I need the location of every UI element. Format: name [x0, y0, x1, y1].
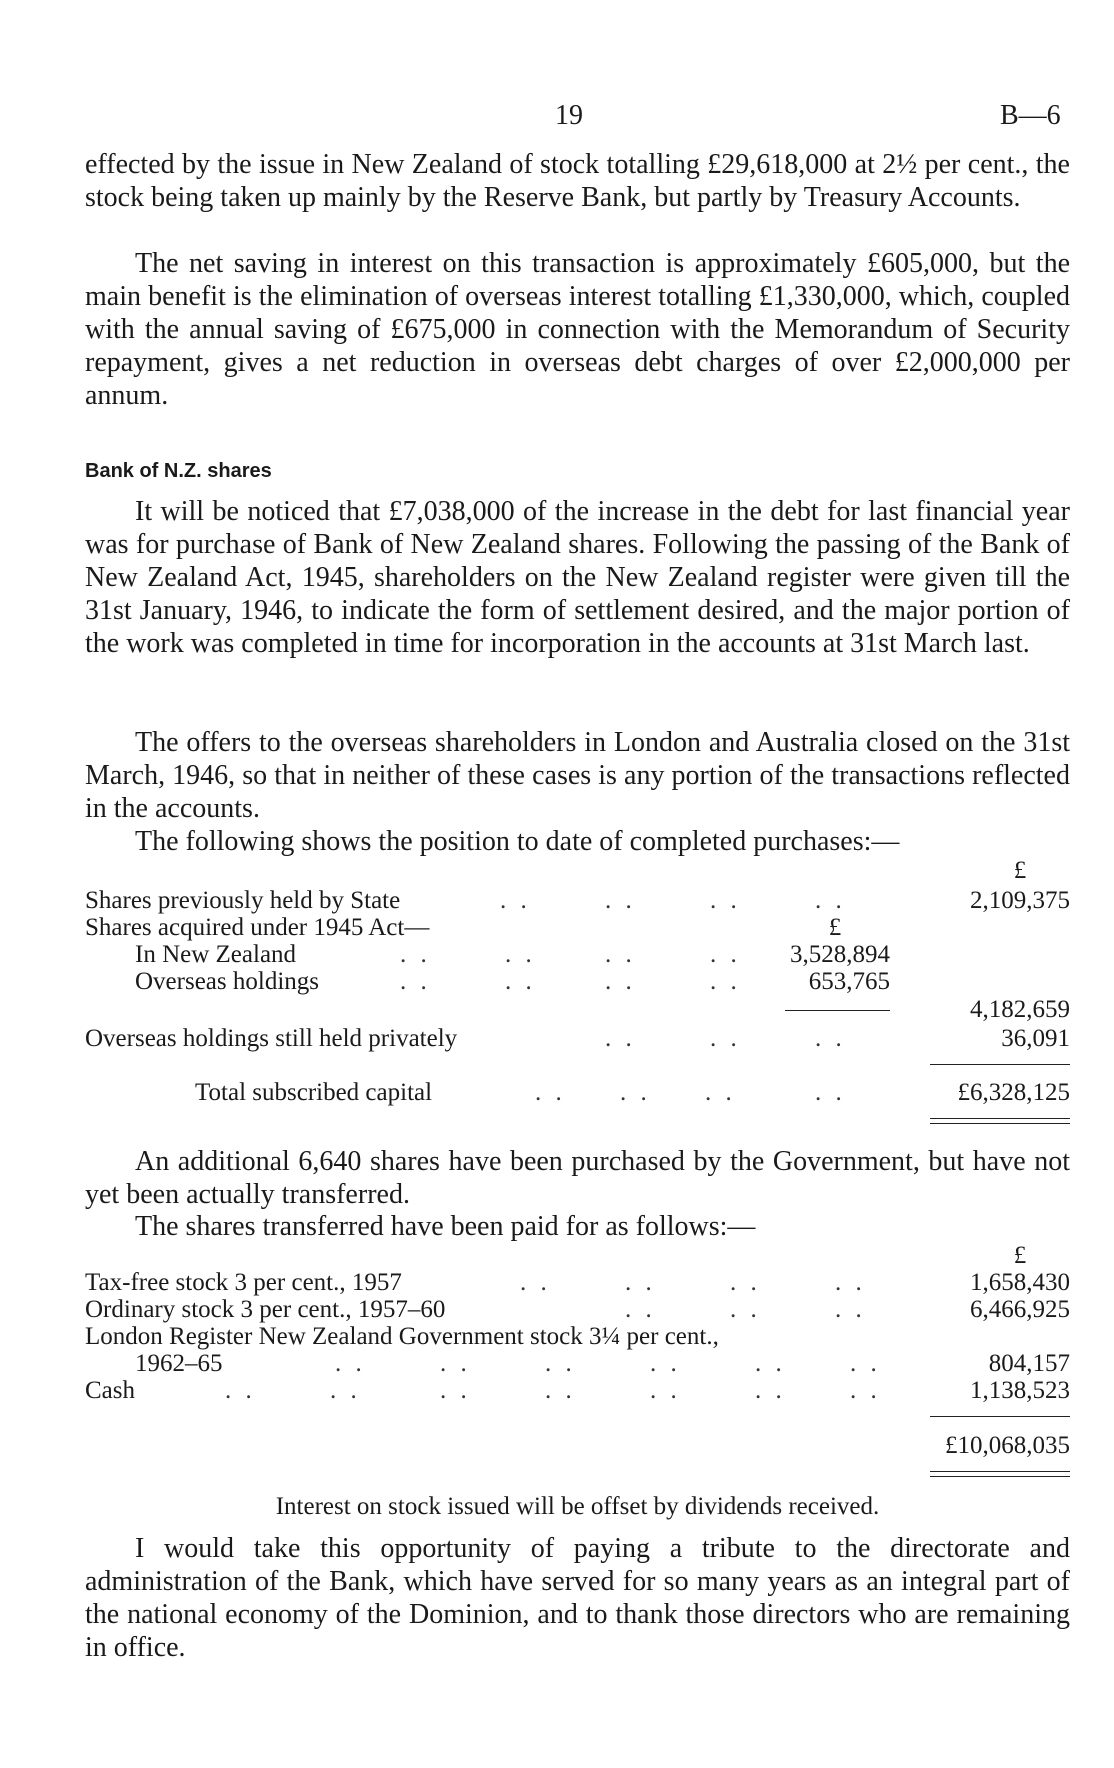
leader-dots: . . — [710, 941, 741, 968]
leader-dots: . . — [710, 887, 741, 914]
currency-header: £ — [1013, 857, 1027, 884]
paragraph-7: The shares transferred have been paid for as follows:— — [135, 1211, 756, 1242]
leader-dots: . . — [545, 1377, 576, 1404]
table-row-label: Shares acquired under 1945 Act— — [85, 914, 430, 941]
leader-dots: . . — [625, 1269, 656, 1296]
leader-dots: . . — [535, 1079, 566, 1106]
leader-dots: . . — [755, 1350, 786, 1377]
paragraph-5: The following shows the position to date of completed purchases:— — [135, 826, 900, 857]
leader-dots: . . — [815, 1025, 846, 1052]
total-double-rule — [930, 1471, 1070, 1477]
paragraph-3: It will be noticed that £7,038,000 of the increase in the debt for last financial year was for purchase of Bank of New Zealand shares. Following the passing of the Bank of New Zealand Act, 1945, shareholders on the New Zealand register were given till the 31st January, 1946, to indicate the form of settlement desired, and the major portion of the work was completed in time for incorporation in the accounts at 31st March last. — [85, 496, 1070, 659]
leader-dots: . . — [835, 1296, 866, 1323]
leader-dots: . . — [500, 887, 531, 914]
table-row-label: 1962–65 — [135, 1350, 223, 1377]
table-row-label: Overseas holdings — [135, 968, 319, 995]
leader-dots: . . — [440, 1377, 471, 1404]
leader-dots: . . — [400, 968, 431, 995]
table-row-value: 36,091 — [1001, 1025, 1070, 1052]
currency-subheader: £ — [828, 914, 842, 941]
table-row-label: In New Zealand — [135, 941, 297, 968]
leader-dots: . . — [755, 1377, 786, 1404]
leader-dots: . . — [605, 887, 636, 914]
leader-dots: . . — [605, 1025, 636, 1052]
table-row-value: 6,466,925 — [970, 1296, 1070, 1323]
leader-dots: . . — [440, 1350, 471, 1377]
table-row-label: Cash — [85, 1377, 135, 1404]
paragraph-6: An additional 6,640 shares have been purchased by the Government, but have not yet been actually transferred. — [85, 1146, 1070, 1210]
leader-dots: . . — [730, 1296, 761, 1323]
leader-dots: . . — [605, 968, 636, 995]
leader-dots: . . — [850, 1350, 881, 1377]
paragraph-9: I would take this opportunity of paying a tribute to the directorate and administration of the Bank, which have served for so many years as an integral part of the national economy of the Dominion, and to thank those directors who are remaining in office. — [85, 1533, 1070, 1663]
table-row-value: 2,109,375 — [970, 887, 1070, 914]
leader-dots: . . — [335, 1350, 366, 1377]
interest-note: Interest on stock issued will be offset by dividends received. — [275, 1493, 880, 1520]
table-row-value: 653,765 — [808, 968, 890, 995]
table-row-label: Shares previously held by State — [85, 887, 401, 914]
leader-dots: . . — [650, 1377, 681, 1404]
table-row-value: 804,157 — [988, 1350, 1070, 1377]
leader-dots: . . — [710, 968, 741, 995]
leader-dots: . . — [850, 1377, 881, 1404]
page-number: 19 — [555, 100, 583, 131]
subtotal-rule — [785, 1010, 890, 1011]
table-row-label: Overseas holdings still held privately — [85, 1025, 458, 1052]
leader-dots: . . — [545, 1350, 576, 1377]
leader-dots: . . — [520, 1269, 551, 1296]
paragraph-1: effected by the issue in New Zealand of stock totalling £29,618,000 at 2½ per cent., the stock being taken up mainly by the Reserve Bank, but partly by Treasury Accounts. — [85, 149, 1070, 213]
table-row-label: London Register New Zealand Government stock 3¼ per cent., — [85, 1323, 719, 1350]
section-heading: Bank of N.Z. shares — [85, 460, 272, 482]
leader-dots: . . — [620, 1079, 651, 1106]
table-row-value: 4,182,659 — [970, 996, 1070, 1023]
leader-dots: . . — [710, 1025, 741, 1052]
leader-dots: . . — [650, 1350, 681, 1377]
document-reference: B—6 — [1000, 100, 1061, 131]
leader-dots: . . — [835, 1269, 866, 1296]
table-row-value: 3,528,894 — [790, 941, 890, 968]
leader-dots: . . — [505, 941, 536, 968]
table-total-label: Total subscribed capital — [195, 1079, 433, 1106]
total-rule — [930, 1416, 1070, 1417]
table-row-label: Tax-free stock 3 per cent., 1957 — [85, 1269, 402, 1296]
leader-dots: . . — [505, 968, 536, 995]
leader-dots: . . — [815, 887, 846, 914]
currency-header: £ — [1013, 1242, 1027, 1269]
leader-dots: . . — [225, 1377, 256, 1404]
leader-dots: . . — [330, 1377, 361, 1404]
leader-dots: . . — [625, 1296, 656, 1323]
leader-dots: . . — [400, 941, 431, 968]
leader-dots: . . — [815, 1079, 846, 1106]
table-row-value: 1,658,430 — [970, 1269, 1070, 1296]
leader-dots: . . — [730, 1269, 761, 1296]
paragraph-2: The net saving in interest on this transaction is approximately £605,000, but the main benefit is the elimination of overseas interest totalling £1,330,000, which, coupled with the annual saving of £675,000 in connection with the Memorandum of Security repayment, gives a net reduction in overseas debt charges of over £2,000,000 per annum. — [85, 248, 1070, 411]
table-total-value: £10,068,035 — [945, 1432, 1070, 1459]
paragraph-4: The offers to the overseas shareholders in London and Australia closed on the 31st March, 1946, so that in neither of these cases is any portion of the transactions reflected in the accounts. — [85, 727, 1070, 824]
leader-dots: . . — [605, 941, 636, 968]
table-row-label: Ordinary stock 3 per cent., 1957–60 — [85, 1296, 446, 1323]
table-row-value: 1,138,523 — [970, 1377, 1070, 1404]
leader-dots: . . — [705, 1079, 736, 1106]
total-rule — [930, 1064, 1070, 1065]
table-total-value: £6,328,125 — [957, 1079, 1070, 1106]
total-double-rule — [930, 1118, 1070, 1124]
